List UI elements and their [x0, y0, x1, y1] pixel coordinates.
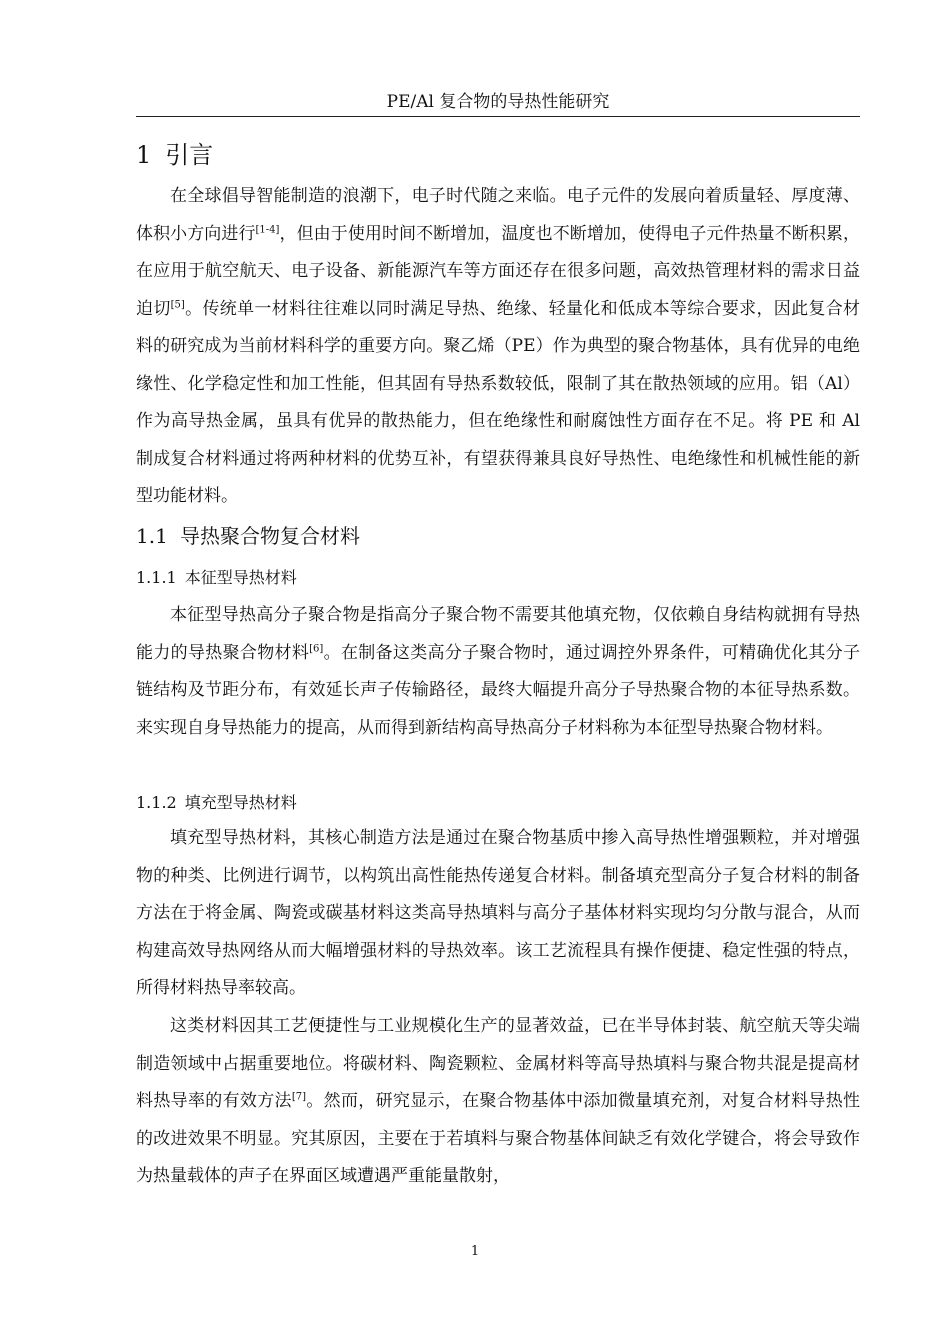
section-title: 导热聚合物复合材料: [180, 524, 360, 548]
section-heading-1-1-1: [136, 567, 297, 589]
citation: [6]: [309, 642, 324, 654]
text-run: 。在制备这类高分子聚合物时，通过调控外界条件，可精确优化其分子链结构及节距分布，有效延长声子传输路径，最终大幅提升高分子导热聚合物的本征导热系数。来实现自身导热能力的提高，从而得到新结构高导热高分子材料称为本征型导热聚合物材料。: [136, 642, 861, 738]
section-number: 1.1.1: [136, 568, 177, 587]
text-run: 这类材料因其工艺便捷性与工业规模化生产的显著效益，已在半导体封装、航空航天等尖端制造领域中占据重要地位。将碳材料、陶瓷颗粒、金属材料等高导热填料与聚合物共混是提高材料热导率的有效方法: [136, 1016, 860, 1111]
section-title: 填充型导热材料: [184, 793, 297, 812]
running-header: PE/Al 复合物的导热性能研究: [386, 92, 610, 112]
citation: [1-4]: [255, 223, 280, 235]
section-number: 1.1.2: [136, 793, 177, 812]
text-run: 在全球倡导智能制造的浪潮下，电子时代随之来临。电子元件的发展向着质量轻、厚度薄、体积小方向进行: [136, 186, 860, 244]
paragraph-filled-applications: [136, 1008, 860, 1196]
citation: [7]: [291, 1091, 306, 1103]
paragraph-intrinsic: [136, 597, 860, 747]
header-rule: [136, 116, 860, 117]
section-number: 1.1: [136, 524, 168, 548]
text-run: ，但由于使用时间不断增加，温度也不断增加，使得电子元件热量不断积累，在应用于航空航天、电子设备、新能源汽车等方面还存在很多问题，高效热管理材料的需求日益迫切: [136, 223, 861, 319]
section-number: 1: [136, 141, 152, 169]
section-heading-1: [136, 140, 213, 170]
text-run: 。然而，研究显示，在聚合物基体中添加微量填充剂，对复合材料导热性的改进效果不明显。究其原因，主要在于若填料与聚合物基体间缺乏有效化学键合，将会导致作为热量载体的声子在界面区域遭遇严重能量散射，: [136, 1091, 861, 1186]
section-heading-1-1-2: [136, 792, 297, 814]
paragraph-filled: 填充型导热材料，其核心制造方法是通过在聚合物基质中掺入高导热性增强颗粒，并对增强物的种类、比例进行调节，以构筑出高性能热传递复合材料。制备填充型高分子复合材料的制备方法在于将金属、陶瓷或碳基材料这类高导热填料与高分子基体材料实现均匀分散与混合，从而构建高效导热网络从而大幅增强材料的导热效率。该工艺流程具有操作便捷、稳定性强的特点，所得材料热导率较高。: [136, 828, 860, 998]
text-run: 本征型导热高分子聚合物是指高分子聚合物不需要其他填充物，仅依赖自身结构就拥有导热能力的导热聚合物材料: [136, 605, 860, 663]
section-heading-1-1: [136, 522, 360, 550]
citation: [5]: [170, 298, 185, 310]
section-title: 本征型导热材料: [184, 568, 297, 587]
section-title: 引言: [165, 141, 214, 169]
text-run: 。传统单一材料往往难以同时满足导热、绝缘、轻量化和低成本等综合要求，因此复合材料的研究成为当前材料科学的重要方向。聚乙烯（PE）作为典型的聚合物基体，具有优异的电绝缘性、化学稳定性和加工性能，但其固有导热系数较低，限制了其在散热领域的应用。铝（Al）作为高导热金属，虽具有优异的散热能力，但在绝缘性和耐腐蚀性方面存在不足。将 PE 和 Al 制成复合材料通过将两种材料的优势互补，有望获得兼具良好导热性、电绝缘性和机械性能的新型功能材料。: [136, 298, 861, 506]
paragraph-introduction: [136, 178, 860, 516]
page-number: 1: [470, 1244, 480, 1259]
